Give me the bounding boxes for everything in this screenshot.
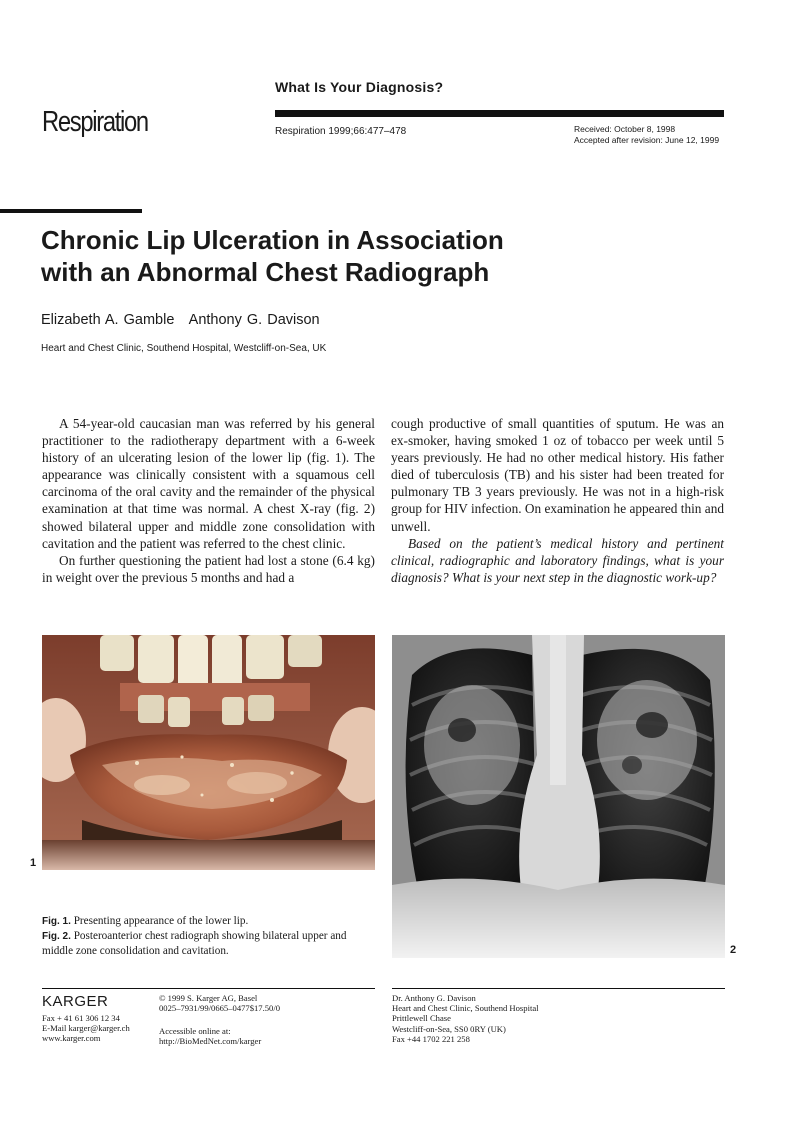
citation: Respiration 1999;66:477–478 [275, 126, 407, 137]
section-label: What Is Your Diagnosis? [275, 79, 444, 95]
corr-line: Heart and Chest Clinic, Southend Hospital [392, 1003, 539, 1014]
publisher-logo: KARGER [42, 993, 109, 1010]
authors [41, 312, 320, 328]
footer-rule-right [392, 988, 725, 989]
author-list: Elizabeth A. Gamble Anthony G. Davison [41, 312, 320, 328]
publisher-fax: Fax + 41 61 306 12 34 [42, 1013, 120, 1023]
caption-text: Presenting appearance of the lower lip. [73, 915, 249, 927]
online-access [159, 1026, 261, 1046]
corr-fax: Fax +44 1702 221 258 [392, 1033, 470, 1044]
journal-logo: Respiration [42, 106, 148, 138]
affiliation: Heart and Chest Clinic, Southend Hospital, Westcliff-on-Sea, UK [41, 343, 327, 354]
correspondence-address [392, 993, 539, 1044]
chest-radiograph-illustration [392, 635, 725, 958]
caption-fig-2 [42, 929, 375, 959]
article-dates [574, 124, 719, 146]
publisher-contact [42, 1013, 130, 1044]
copyright-block [159, 993, 280, 1013]
publisher-web[interactable]: www.karger.com [42, 1033, 101, 1044]
figure-1-number: 1 [30, 857, 37, 869]
paragraph: A 54-year-old caucasian man was referred by his general practitioner to the radiotherapy department with a 6-week history of an ulcerating lesion of the lower lip (fig. 1). The appearance was clinically consistent with a squamous cell carcinoma of the oral cavity and the remainder of the physical examination at that time was normal. A chest X-ray (fig. 2) showed bilateral upper and middle zone consolidation with cavitation and the patient was referred to the chest clinic. [42, 416, 375, 551]
corr-line: Westcliff-on-Sea, SS0 0RY (UK) [392, 1023, 506, 1034]
title-line-1: Chronic Lip Ulceration in Association [41, 225, 504, 255]
accepted-date: Accepted after revision: June 12, 1999 [574, 135, 720, 145]
received-date: Received: October 8, 1998 [574, 124, 676, 134]
caption-fig-1 [42, 914, 375, 929]
lip-photo-illustration [42, 635, 375, 870]
publisher-email[interactable]: E-Mail karger@karger.ch [42, 1023, 130, 1034]
caption-text: Posteroanterior chest radiograph showing bilateral upper and middle zone consolidation and cavitation. [42, 930, 347, 957]
paragraph: cough productive of small quantities of sputum. He was an ex-smoker, having smoked 1 oz of tobacco per week until 5 years previously. He had no other medical history. His father died of tuberculosis (TB) and his sister had been treated for pulmonary TB 3 years previously. He was not in a high-risk group for HIV infection. On examination he appeared thin and unwell. [391, 416, 724, 534]
figure-2-chest-xray [392, 635, 725, 958]
online-url[interactable]: http://BioMedNet.com/karger [159, 1036, 262, 1047]
paragraph: On further questioning the patient had lost a stone (6.4 kg) in weight over the previous 5 months and had a [42, 552, 375, 585]
caption-label: Fig. 1. [42, 916, 71, 927]
issn: 0025–7931/99/0665–0477$17.50/0 [159, 1003, 281, 1014]
body-column-left [42, 415, 375, 586]
caption-label: Fig. 2. [42, 931, 71, 942]
corr-line: Prittlewell Chase [392, 1013, 451, 1024]
figure-captions [42, 914, 375, 959]
question-paragraph: Based on the patient’s medical history and pertinent clinical, radiographic and laboratory findings, what is your diagnosis? What is your next step in the diagnostic work-up? [391, 535, 724, 585]
copyright: © 1999 S. Karger AG, Basel [159, 993, 258, 1003]
figure-2-number: 2 [730, 944, 737, 956]
article-title [41, 224, 661, 288]
figure-1-lip-photo [42, 635, 375, 870]
title-line-2: with an Abnormal Chest Radiograph [41, 257, 490, 287]
corr-name: Dr. Anthony G. Davison [392, 993, 476, 1003]
online-label: Accessible online at: [159, 1026, 231, 1036]
header-rule [275, 110, 724, 117]
footer-rule-left [42, 988, 375, 989]
title-rule [0, 209, 142, 213]
body-column-right [391, 415, 724, 586]
